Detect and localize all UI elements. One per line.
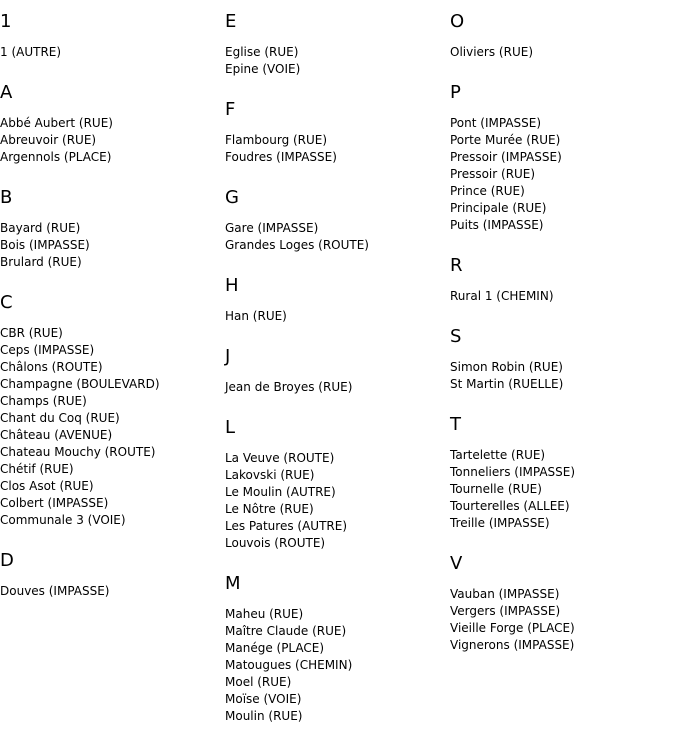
street-item: Vignerons (IMPASSE) bbox=[450, 638, 575, 652]
letter-group bbox=[225, 274, 445, 325]
street-item: Pressoir (RUE) bbox=[450, 167, 536, 181]
street-item: CBR (RUE) bbox=[0, 326, 63, 340]
street-item: Tournelle (RUE) bbox=[450, 482, 542, 496]
letter-group bbox=[225, 572, 445, 725]
street-item: Han (RUE) bbox=[225, 309, 287, 323]
street-item: 1 (AUTRE) bbox=[0, 45, 62, 59]
street-item: Champs (RUE) bbox=[0, 394, 87, 408]
street-item: Chant du Coq (RUE) bbox=[0, 411, 120, 425]
street-item: Prince (RUE) bbox=[450, 184, 525, 198]
street-item: Porte Murée (RUE) bbox=[450, 133, 561, 147]
street-item: Principale (RUE) bbox=[450, 201, 547, 215]
letter-heading: H bbox=[225, 275, 239, 296]
letter-group bbox=[225, 186, 445, 254]
street-item: Moïse (VOIE) bbox=[225, 692, 302, 706]
letter-group bbox=[225, 98, 445, 166]
street-item: Clos Asot (RUE) bbox=[0, 479, 94, 493]
letter-group bbox=[225, 416, 445, 552]
street-item: Vauban (IMPASSE) bbox=[450, 587, 560, 601]
letter-heading: C bbox=[0, 292, 13, 313]
street-item: Lakovski (RUE) bbox=[225, 468, 315, 482]
letter-heading: E bbox=[225, 11, 237, 32]
letter-heading: F bbox=[225, 99, 236, 120]
letter-heading: O bbox=[450, 11, 465, 32]
street-item: Maître Claude (RUE) bbox=[225, 624, 347, 638]
street-item: Le Nôtre (RUE) bbox=[225, 502, 314, 516]
letter-group bbox=[225, 10, 445, 78]
street-item: Oliviers (RUE) bbox=[450, 45, 533, 59]
street-item: Les Patures (AUTRE) bbox=[225, 519, 348, 533]
letter-heading: 1 bbox=[0, 11, 12, 32]
street-item: Communale 3 (VOIE) bbox=[0, 513, 126, 527]
letter-group bbox=[0, 291, 220, 529]
street-item: La Veuve (ROUTE) bbox=[225, 451, 335, 465]
street-item: Eglise (RUE) bbox=[225, 45, 299, 59]
letter-group bbox=[450, 10, 670, 61]
letter-group bbox=[0, 81, 220, 166]
street-item: Brulard (RUE) bbox=[0, 255, 82, 269]
street-item: Tourterelles (ALLEE) bbox=[450, 499, 570, 513]
street-item: Le Moulin (AUTRE) bbox=[225, 485, 336, 499]
street-item: St Martin (RUELLE) bbox=[450, 377, 564, 391]
index-column bbox=[450, 10, 670, 674]
letter-group bbox=[450, 81, 670, 234]
street-item: Ceps (IMPASSE) bbox=[0, 343, 95, 357]
street-item: Vergers (IMPASSE) bbox=[450, 604, 561, 618]
letter-heading: S bbox=[450, 326, 462, 347]
street-item: Vieille Forge (PLACE) bbox=[450, 621, 575, 635]
street-item: Abbé Aubert (RUE) bbox=[0, 116, 113, 130]
letter-heading: L bbox=[225, 417, 236, 438]
letter-group bbox=[450, 413, 670, 532]
letter-group bbox=[450, 552, 670, 654]
letter-heading: B bbox=[0, 187, 13, 208]
street-item: Douves (IMPASSE) bbox=[0, 584, 110, 598]
letter-heading: M bbox=[225, 573, 241, 594]
street-item: Foudres (IMPASSE) bbox=[225, 150, 337, 164]
letter-group bbox=[225, 345, 445, 396]
street-item: Colbert (IMPASSE) bbox=[0, 496, 109, 510]
street-item: Château (AVENUE) bbox=[0, 428, 113, 442]
letter-heading: J bbox=[225, 346, 231, 367]
street-item: Moel (RUE) bbox=[225, 675, 292, 689]
street-item: Bayard (RUE) bbox=[0, 221, 81, 235]
street-item: Simon Robin (RUE) bbox=[450, 360, 563, 374]
street-item: Epine (VOIE) bbox=[225, 62, 301, 76]
street-item: Treille (IMPASSE) bbox=[450, 516, 550, 530]
street-item: Pressoir (IMPASSE) bbox=[450, 150, 562, 164]
street-item: Argennols (PLACE) bbox=[0, 150, 112, 164]
street-item: Chateau Mouchy (ROUTE) bbox=[0, 445, 156, 459]
letter-heading: T bbox=[450, 414, 461, 435]
street-item: Chétif (RUE) bbox=[0, 462, 74, 476]
letter-heading: V bbox=[450, 553, 463, 574]
street-item: Grandes Loges (ROUTE) bbox=[225, 238, 369, 252]
street-item: Tartelette (RUE) bbox=[450, 448, 546, 462]
letter-heading: R bbox=[450, 255, 463, 276]
street-item: Rural 1 (CHEMIN) bbox=[450, 289, 554, 303]
street-item: Châlons (ROUTE) bbox=[0, 360, 103, 374]
letter-group bbox=[0, 186, 220, 271]
letter-heading: P bbox=[450, 82, 461, 103]
letter-group bbox=[450, 325, 670, 393]
street-item: Bois (IMPASSE) bbox=[0, 238, 90, 252]
letter-group bbox=[0, 549, 220, 600]
letter-group bbox=[0, 10, 220, 61]
street-item: Tonneliers (IMPASSE) bbox=[450, 465, 576, 479]
street-item: Louvois (ROUTE) bbox=[225, 536, 326, 550]
index-column bbox=[225, 10, 445, 745]
street-item: Flambourg (RUE) bbox=[225, 133, 328, 147]
street-item: Matougues (CHEMIN) bbox=[225, 658, 353, 672]
street-item: Moulin (RUE) bbox=[225, 709, 303, 723]
street-item: Champagne (BOULEVARD) bbox=[0, 377, 160, 391]
street-item: Gare (IMPASSE) bbox=[225, 221, 319, 235]
letter-heading: G bbox=[225, 187, 239, 208]
street-item: Maheu (RUE) bbox=[225, 607, 304, 621]
street-item: Manége (PLACE) bbox=[225, 641, 325, 655]
street-item: Puits (IMPASSE) bbox=[450, 218, 544, 232]
letter-group bbox=[450, 254, 670, 305]
letter-heading: D bbox=[0, 550, 14, 571]
index-column bbox=[0, 10, 220, 620]
street-item: Abreuvoir (RUE) bbox=[0, 133, 97, 147]
letter-heading: A bbox=[0, 82, 13, 103]
street-item: Jean de Broyes (RUE) bbox=[225, 380, 353, 394]
street-item: Pont (IMPASSE) bbox=[450, 116, 542, 130]
